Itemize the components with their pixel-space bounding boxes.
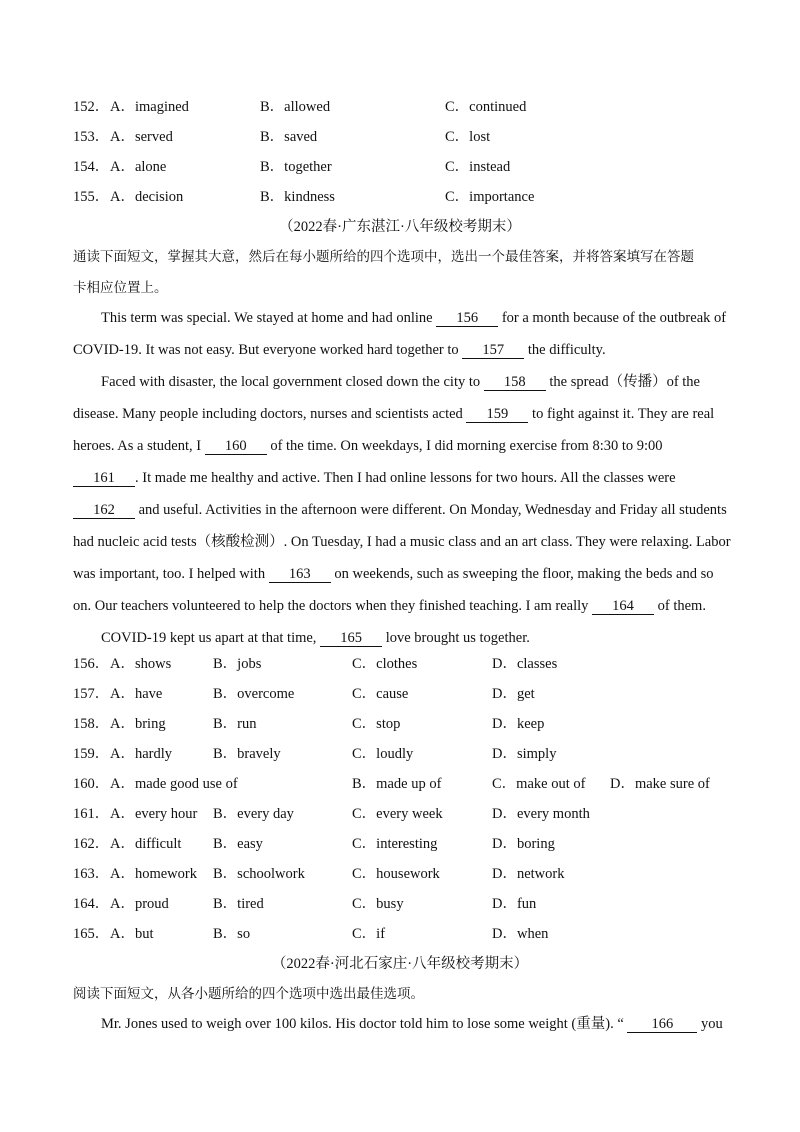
option-c: C．housework bbox=[352, 866, 440, 882]
passage-line: 161 . It made me healthy and active. Then I had online lessons for two hours. All the classes were bbox=[73, 462, 728, 494]
option-b: B．run bbox=[213, 716, 257, 732]
section-2-instruction-line-1: 通读下面短文，掌握其大意，然后在每小题所给的四个选项中，选出一个最佳答案，并将答案填写在答题 bbox=[73, 249, 694, 265]
option-d: D．every month bbox=[492, 806, 590, 822]
option-c: C．make out of bbox=[492, 776, 586, 792]
question-number: 159． bbox=[73, 746, 110, 762]
option-a: A．imagined bbox=[110, 99, 189, 115]
question-number: 163． bbox=[73, 866, 110, 882]
option-d: D．keep bbox=[492, 716, 545, 732]
option-c: C．every week bbox=[352, 806, 443, 822]
question-number: 157． bbox=[73, 686, 110, 702]
option-b: B．kindness bbox=[260, 189, 335, 205]
option-c: C．instead bbox=[445, 159, 511, 175]
option-c: C．interesting bbox=[352, 836, 438, 852]
question-number: 158． bbox=[73, 716, 110, 732]
option-b: B．overcome bbox=[213, 686, 295, 702]
passage-line: disease. Many people including doctors, nurses and scientists acted 159 to fight against it. They are real bbox=[73, 406, 715, 422]
passage-line: This term was special. We stayed at home and had online 156 for a month because of the outbreak of bbox=[101, 310, 727, 326]
passage-line: Faced with disaster, the local government closed down the city to 158 the spread（传播）of the bbox=[101, 374, 700, 390]
option-a: A．made good use of bbox=[110, 776, 238, 792]
option-d: D．network bbox=[492, 866, 565, 882]
option-a: A．every hour bbox=[110, 806, 198, 822]
section-3-passage-line: Mr. Jones used to weigh over 100 kilos. His doctor told him to lose some weight (重量). “ 166 you bbox=[101, 1016, 723, 1032]
question-number: 161． bbox=[73, 806, 110, 822]
blank-162: 162 bbox=[73, 503, 135, 519]
option-d: D．make sure of bbox=[610, 776, 710, 792]
blank-156: 156 bbox=[436, 311, 498, 327]
option-a: A．homework bbox=[110, 866, 197, 882]
option-b: B．allowed bbox=[260, 99, 331, 115]
option-b: B．together bbox=[260, 159, 332, 175]
blank-161: 161 bbox=[73, 471, 135, 487]
passage-line: had nucleic acid tests（核酸检测）. On Tuesday, I had a music class and an art class. They were relaxing. Labor bbox=[73, 534, 731, 550]
blank-158: 158 bbox=[484, 375, 546, 391]
option-b: B．saved bbox=[260, 129, 318, 145]
option-d: D．fun bbox=[492, 896, 537, 912]
passage-line: 162 and useful. Activities in the afternoon were different. On Monday, Wednesday and Friday all students bbox=[73, 494, 728, 526]
option-a: A．but bbox=[110, 926, 154, 942]
option-b: B．schoolwork bbox=[213, 866, 305, 882]
option-c: C．importance bbox=[445, 189, 535, 205]
blank-166: 166 bbox=[627, 1017, 697, 1033]
option-b: B．made up of bbox=[352, 776, 442, 792]
section-3-source: （2022春·河北石家庄·八年级校考期末） bbox=[271, 956, 529, 972]
option-c: C．continued bbox=[445, 99, 527, 115]
passage-line: COVID-19. It was not easy. But everyone worked hard together to 157 the difficulty. bbox=[73, 342, 606, 358]
option-b: B．easy bbox=[213, 836, 263, 852]
option-a: A．alone bbox=[110, 159, 167, 175]
question-number: 152． bbox=[73, 99, 110, 115]
question-number: 160． bbox=[73, 776, 110, 792]
section-3-instruction: 阅读下面短文，从各小题所给的四个选项中选出最佳选项。 bbox=[73, 986, 424, 1002]
blank-163: 163 bbox=[269, 567, 331, 583]
question-number: 156． bbox=[73, 656, 110, 672]
option-a: A．proud bbox=[110, 896, 169, 912]
section-2-instruction-line-2: 卡相应位置上。 bbox=[73, 280, 168, 296]
option-d: D．boring bbox=[492, 836, 555, 852]
blank-160: 160 bbox=[205, 439, 267, 455]
option-a: A．served bbox=[110, 129, 173, 145]
option-b: B．so bbox=[213, 926, 251, 942]
option-a: A．decision bbox=[110, 189, 184, 205]
option-d: D．classes bbox=[492, 656, 558, 672]
option-c: C．loudly bbox=[352, 746, 414, 762]
option-a: A．have bbox=[110, 686, 163, 702]
question-number: 153． bbox=[73, 129, 110, 145]
option-c: C．stop bbox=[352, 716, 401, 732]
option-c: C．lost bbox=[445, 129, 491, 145]
section-2-source: （2022春·广东湛江·八年级校考期末） bbox=[279, 219, 521, 235]
blank-164: 164 bbox=[592, 599, 654, 615]
passage bbox=[73, 302, 731, 654]
option-a: A．shows bbox=[110, 656, 172, 672]
question-number: 165． bbox=[73, 926, 110, 942]
passage-line: on. Our teachers volunteered to help the doctors when they finished teaching. I am really 164 of them. bbox=[73, 598, 706, 614]
question-number: 155． bbox=[73, 189, 110, 205]
option-d: D．get bbox=[492, 686, 535, 702]
option-c: C．busy bbox=[352, 896, 404, 912]
passage-line: heroes. As a student, I 160 of the time. On weekdays, I did morning exercise from 8:30 to 9:00 bbox=[73, 438, 663, 454]
blank-157: 157 bbox=[462, 343, 524, 359]
question-number: 164． bbox=[73, 896, 110, 912]
option-b: B．jobs bbox=[213, 656, 262, 672]
option-b: B．bravely bbox=[213, 746, 281, 762]
option-b: B．tired bbox=[213, 896, 264, 912]
passage-line: COVID-19 kept us apart at that time, 165 love brought us together. bbox=[101, 630, 530, 646]
option-c: C．cause bbox=[352, 686, 409, 702]
passage-line: was important, too. I helped with 163 on weekends, such as sweeping the floor, making the beds and so bbox=[73, 566, 714, 582]
option-d: D．simply bbox=[492, 746, 557, 762]
option-c: C．clothes bbox=[352, 656, 418, 672]
option-a: A．bring bbox=[110, 716, 166, 732]
option-a: A．difficult bbox=[110, 836, 182, 852]
question-number: 154． bbox=[73, 159, 110, 175]
option-b: B．every day bbox=[213, 806, 294, 822]
option-c: C．if bbox=[352, 926, 386, 942]
option-a: A．hardly bbox=[110, 746, 173, 762]
question-number: 162． bbox=[73, 836, 110, 852]
blank-159: 159 bbox=[466, 407, 528, 423]
option-d: D．when bbox=[492, 926, 549, 942]
blank-165: 165 bbox=[320, 631, 382, 647]
